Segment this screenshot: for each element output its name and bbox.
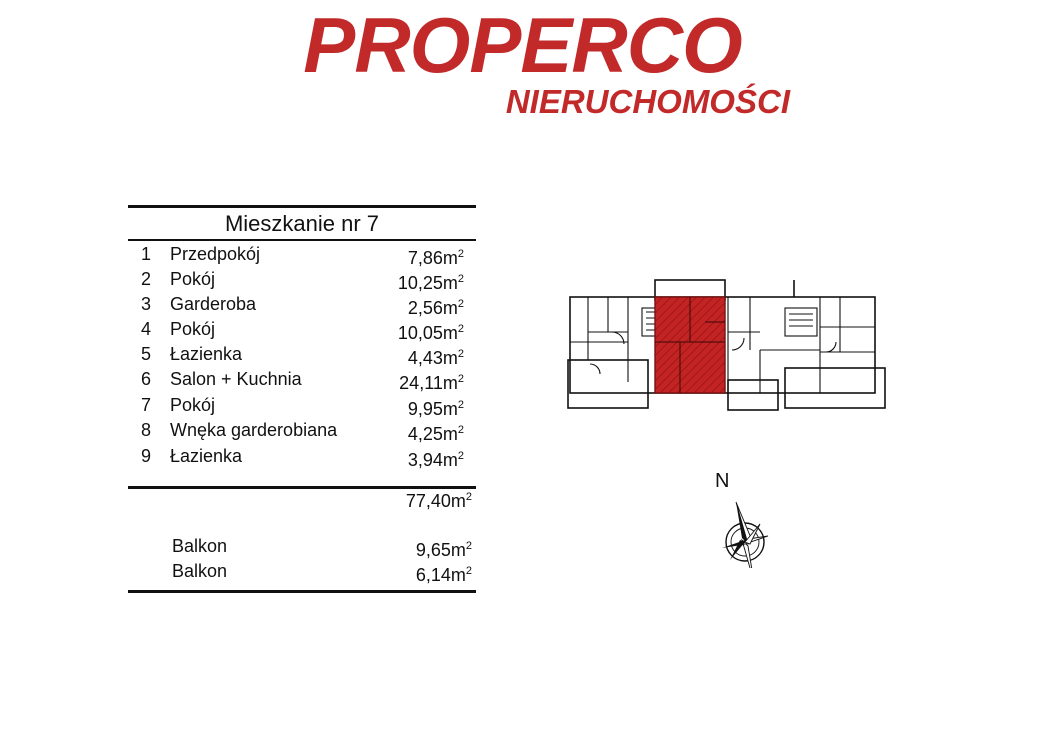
room-area: $10,05m^2$ [397,323,464,343]
apartment-table [128,205,476,593]
room-number: 5 [141,344,152,364]
room-area: $4,43m^2$ [407,348,464,368]
balcony-row [128,559,476,584]
room-number: 4 [141,319,152,339]
table-bottom-rule [128,590,476,593]
room-area: $4,25m^2$ [407,424,464,444]
room-number: 9 [141,446,152,466]
room-number: 8 [141,420,152,440]
room-row [128,418,476,443]
room-number: 7 [141,395,152,415]
balcony-name: Balkon [172,536,228,556]
room-number: 1 [141,244,152,264]
room-number: 2 [141,269,152,289]
room-name: Wnęka garderobiana [170,420,338,440]
apartment-title: Mieszkanie nr 7 [224,211,380,236]
balcony-name: Balkon [172,561,228,581]
total-area: $77,40m^2$ [405,491,472,511]
room-name: Łazienka [170,344,243,364]
room-name: Garderoba [170,294,257,314]
brand-name: PROPERCO [303,1,742,89]
room-name: Pokój [170,319,216,339]
room-area: $3,94m^2$ [407,450,464,470]
room-name: Pokój [170,395,216,415]
room-row [128,342,476,367]
room-row [128,267,476,292]
room-area: $9,95m^2$ [407,399,464,419]
room-row [128,367,476,392]
room-area: $7,86m^2$ [407,248,464,268]
room-number: 3 [141,294,152,314]
compass-rose-icon [718,498,772,568]
brand-tagline: NIERUCHOMOŚCI [505,83,790,120]
room-row [128,317,476,342]
balcony-area: $9,65m^2$ [415,540,472,560]
floor-plan [560,272,895,420]
room-name: Pokój [170,269,216,289]
table-top-rule [128,205,476,208]
room-name: Salon + Kuchnia [170,369,302,389]
room-number: 6 [141,369,152,389]
north-label: N [715,470,730,492]
balcony-row [128,534,476,559]
room-row [128,292,476,317]
room-row [128,393,476,418]
room-area: $10,25m^2$ [397,273,464,293]
title-rule [128,239,476,241]
total-rule [128,486,476,489]
room-row [128,444,476,469]
room-area: $24,11m^2$ [399,373,464,393]
room-area: $2,56m^2$ [407,298,464,318]
balcony-area: $6,14m^2$ [415,565,472,585]
room-name: Łazienka [170,446,243,466]
room-row [128,242,476,267]
room-name: Przedpokój [170,244,261,264]
